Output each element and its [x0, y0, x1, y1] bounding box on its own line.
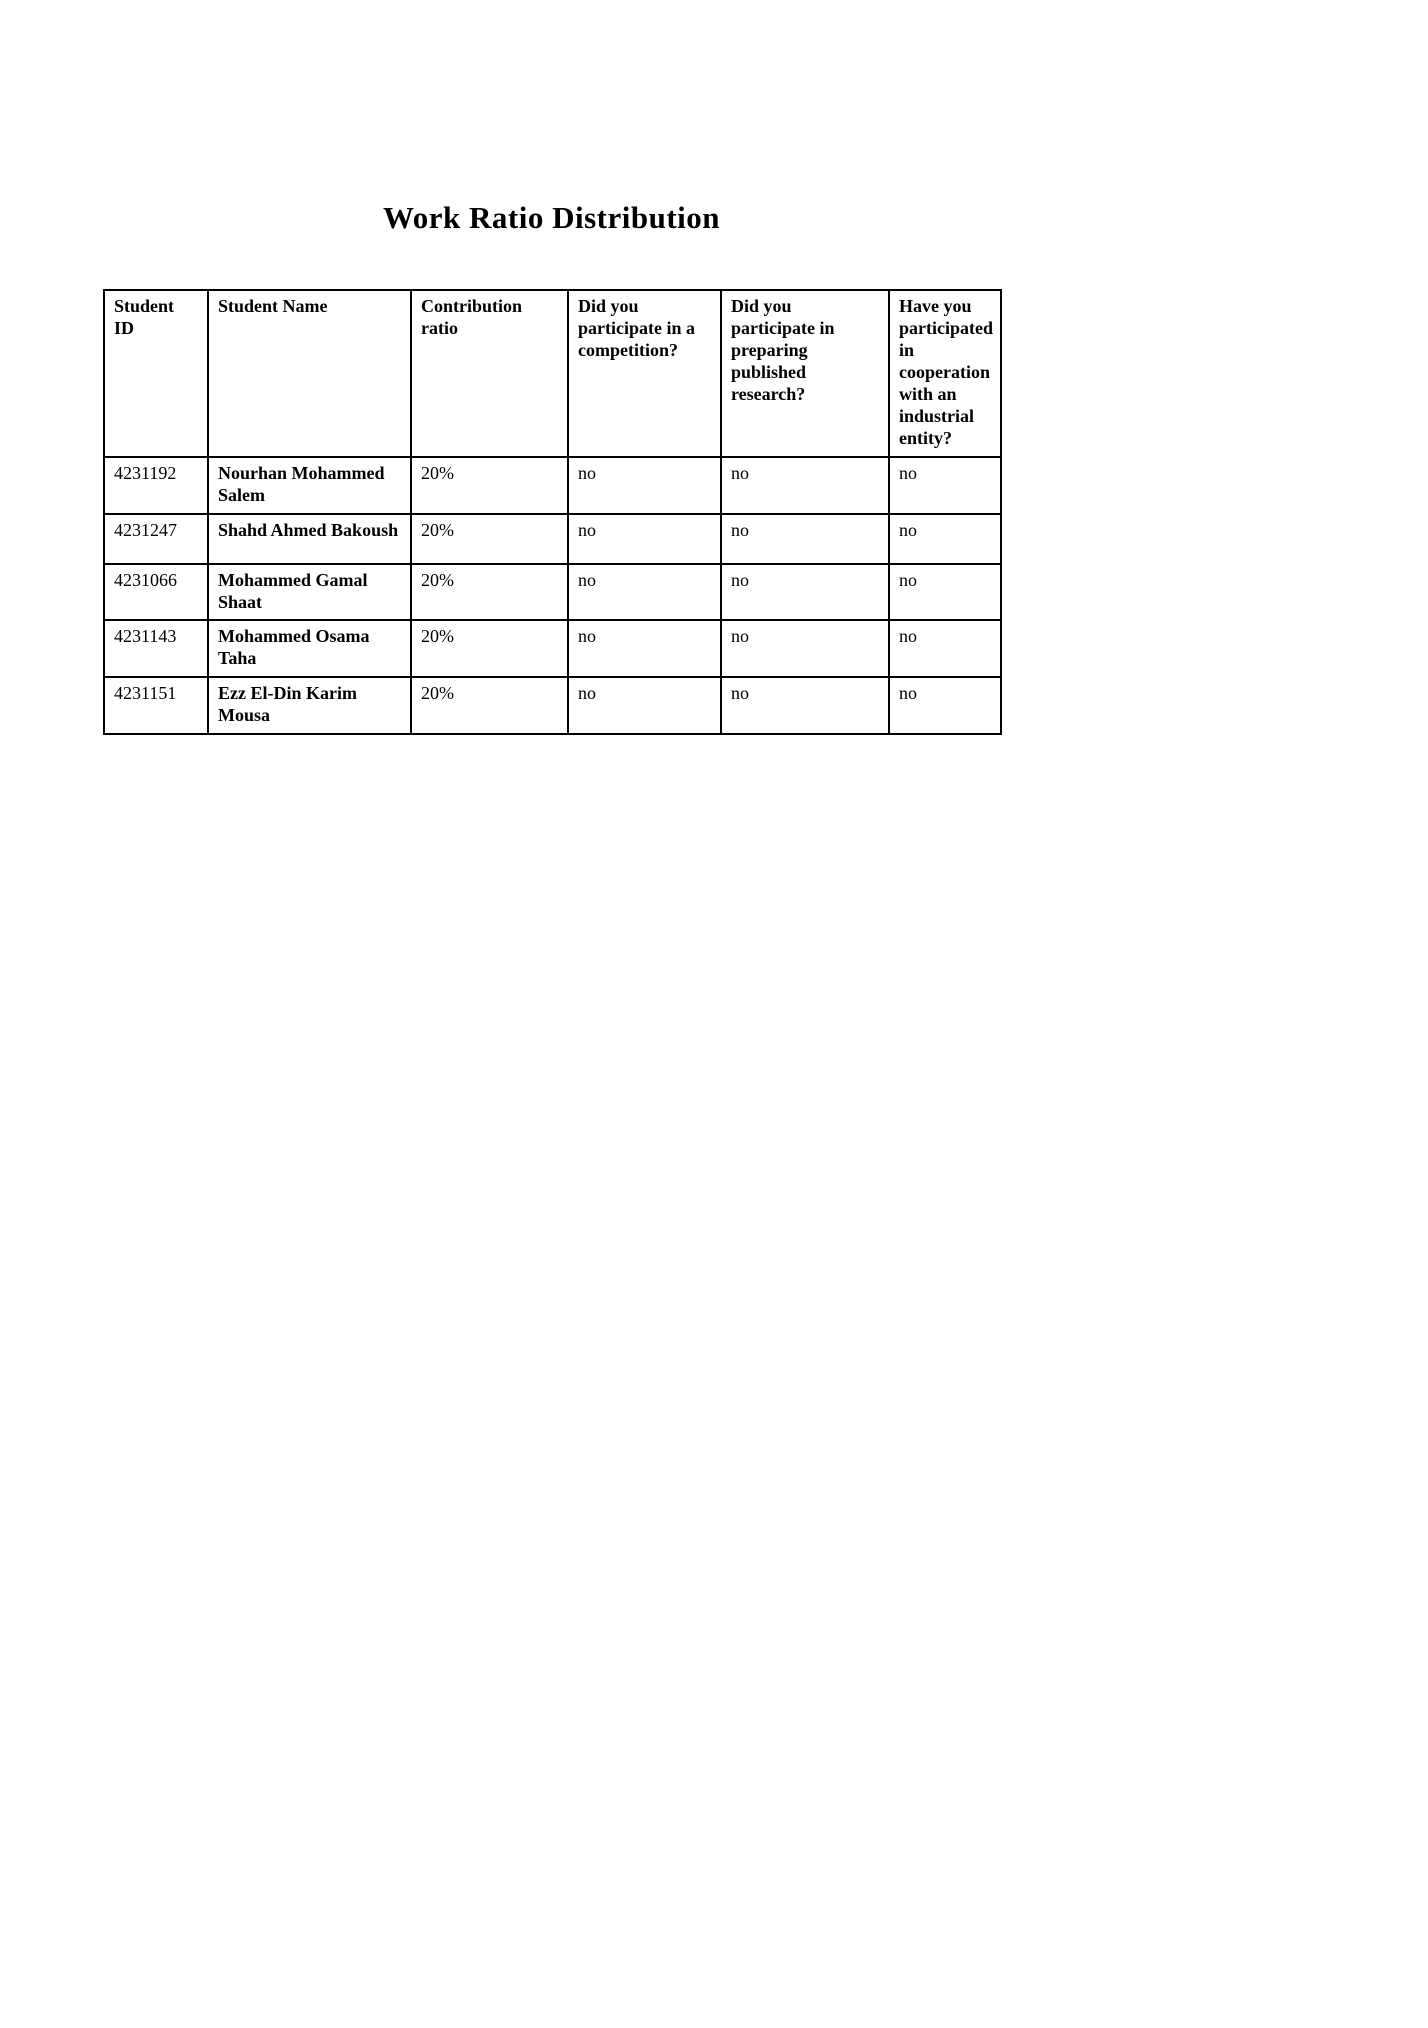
cell-competition: no	[568, 457, 721, 514]
cell-student-name: Ezz El-Din Karim Mousa	[208, 677, 411, 734]
cell-student-name: Shahd Ahmed Bakoush	[208, 514, 411, 564]
cell-student-id: 4231247	[104, 514, 208, 564]
table-row	[104, 457, 1001, 514]
cell-contribution-ratio: 20%	[411, 514, 568, 564]
table-row	[104, 620, 1001, 677]
header-research: Did you participate in preparing published research?	[721, 290, 889, 457]
page-title: Work Ratio Distribution	[382, 200, 721, 235]
header-contribution-ratio: Contribution ratio	[411, 290, 568, 457]
cell-contribution-ratio: 20%	[411, 620, 568, 677]
header-industrial: Have you participated in cooperation with an industrial entity?	[889, 290, 1001, 457]
cell-student-id: 4231192	[104, 457, 208, 514]
cell-research: no	[721, 564, 889, 621]
cell-industrial: no	[889, 564, 1001, 621]
table-row	[104, 677, 1001, 734]
cell-research: no	[721, 514, 889, 564]
cell-industrial: no	[889, 620, 1001, 677]
header-competition: Did you participate in a competition?	[568, 290, 721, 457]
table-header	[104, 290, 1001, 457]
cell-research: no	[721, 677, 889, 734]
cell-student-name: Mohammed Gamal Shaat	[208, 564, 411, 621]
cell-student-id: 4231143	[104, 620, 208, 677]
cell-student-name: Mohammed Osama Taha	[208, 620, 411, 677]
work-ratio-table	[103, 289, 1002, 735]
header-row	[104, 290, 1001, 457]
cell-contribution-ratio: 20%	[411, 457, 568, 514]
cell-industrial: no	[889, 514, 1001, 564]
cell-competition: no	[568, 514, 721, 564]
table-row	[104, 564, 1001, 621]
cell-student-id: 4231066	[104, 564, 208, 621]
cell-competition: no	[568, 564, 721, 621]
cell-industrial: no	[889, 457, 1001, 514]
cell-student-id: 4231151	[104, 677, 208, 734]
header-student-id: Student ID	[104, 290, 208, 457]
cell-contribution-ratio: 20%	[411, 677, 568, 734]
table-row	[104, 514, 1001, 564]
cell-competition: no	[568, 677, 721, 734]
cell-competition: no	[568, 620, 721, 677]
cell-industrial: no	[889, 677, 1001, 734]
cell-research: no	[721, 620, 889, 677]
header-student-name: Student Name	[208, 290, 411, 457]
cell-research: no	[721, 457, 889, 514]
table-body	[104, 457, 1001, 735]
cell-contribution-ratio: 20%	[411, 564, 568, 621]
cell-student-name: Nourhan Mohammed Salem	[208, 457, 411, 514]
